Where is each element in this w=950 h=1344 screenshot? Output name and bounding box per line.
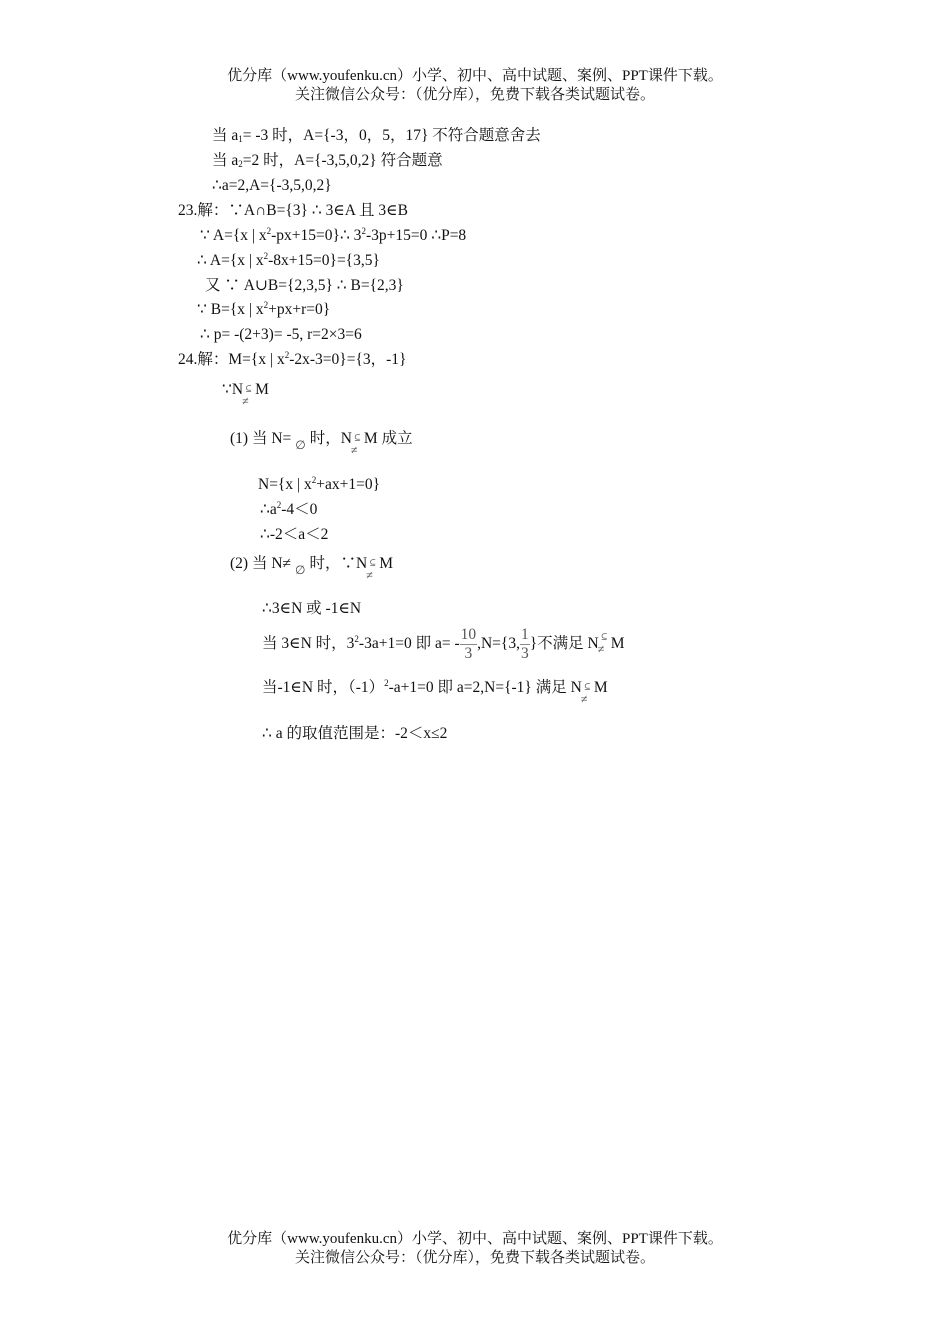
text: M — [610, 635, 625, 652]
proper-subset-symbol — [242, 380, 255, 408]
question-24-heading — [178, 350, 407, 370]
empty-set-symbol: ∅ — [295, 438, 306, 452]
neq-glyph: ≠ — [597, 642, 605, 657]
superscript: 2 — [284, 350, 290, 360]
footer-line-1: 优分库（www.youfenku.cn）小学、初中、高中试题、案例、PPT课件下载。 — [227, 1231, 723, 1247]
line-a1-case — [212, 126, 541, 146]
neq-glyph: ≠ — [350, 443, 358, 457]
line-case-3-in-n — [262, 624, 625, 668]
text: M — [379, 555, 393, 572]
superscript: 2 — [263, 300, 269, 310]
line-set-n — [258, 475, 380, 495]
text: (1) 当 N= — [230, 430, 292, 447]
text: ∵ A={x | x — [200, 227, 267, 244]
superscript: 2 — [354, 634, 359, 644]
text: 当 a — [212, 152, 239, 169]
neq-glyph: ≠ — [580, 692, 588, 706]
text: 当-1∈N 时，（-1） — [262, 679, 385, 696]
text: N={x | x — [258, 476, 312, 493]
empty-set-symbol: ∅ — [295, 563, 306, 577]
text: ∴ A={x | x — [197, 252, 264, 269]
text: -2x-3=0}={3，-1} — [289, 351, 407, 368]
text: -3p+15=0 ∴P=8 — [365, 227, 467, 244]
line-set-a-p — [200, 226, 466, 246]
neq-glyph: ≠ — [242, 394, 249, 408]
neq-glyph: ≠ — [366, 568, 373, 582]
question-23-heading: 23.解：∵A∩B={3} ∴ 3∈A 且 3∈B — [178, 202, 408, 219]
subset-glyph: ⊆ — [353, 433, 361, 442]
case-2-line — [230, 554, 393, 580]
header-line-2: 关注微信公众号：（优分库），免费下载各类试题试卷。 — [294, 87, 655, 103]
superscript: 2 — [384, 678, 389, 688]
text: 当 a — [212, 127, 239, 144]
line-set-a-value — [197, 251, 380, 271]
denominator: 3 — [464, 644, 473, 662]
subset-glyph: ⊆ — [245, 384, 252, 393]
text: ∵ B={x | x — [197, 301, 264, 318]
denominator: 3 — [520, 644, 529, 662]
line-range-a: ∴-2＜a＜2 — [260, 526, 329, 543]
text: ,N={3, — [477, 635, 520, 652]
text: M — [593, 679, 608, 696]
subset-glyph: ⊆ — [600, 632, 608, 642]
line-p-r: ∴ p= -(2+3)= -5, r=2×3=6 — [200, 326, 362, 343]
text: -4＜0 — [281, 501, 318, 518]
text: (2) 当 N≠ — [230, 555, 292, 572]
case-1-line — [230, 429, 413, 455]
subset-glyph: ⊆ — [583, 682, 591, 691]
line-case-minus1-in-n — [262, 678, 608, 706]
superscript: 2 — [276, 500, 282, 510]
line-element-of-n: ∴3∈N 或 -1∈N — [262, 600, 362, 617]
proper-subset-symbol — [366, 554, 379, 582]
text: 时，N — [309, 430, 352, 447]
fraction-one-third — [520, 626, 530, 663]
line-a2-case — [212, 151, 443, 171]
text: M — [255, 381, 269, 398]
superscript: 2 — [266, 226, 272, 236]
text: ∵N — [222, 381, 244, 398]
header-line-1: 优分库（www.youfenku.cn）小学、初中、高中试题、案例、PPT课件下载。 — [227, 68, 723, 84]
subscript: 1 — [238, 134, 243, 144]
line-set-b — [197, 300, 330, 320]
fraction-ten-thirds — [460, 626, 478, 663]
line-union: 又 ∵ A∪B={2,3,5} ∴ B={2,3} — [205, 277, 404, 294]
text: -a+1=0 即 a=2,N={-1} 满足 N — [388, 679, 582, 696]
numerator: 10 — [460, 625, 477, 643]
numerator: 1 — [520, 625, 529, 643]
text: -8x+15=0}={3,5} — [268, 252, 380, 269]
superscript: 2 — [263, 251, 269, 261]
footer-line-2: 关注微信公众号：（优分库），免费下载各类试题试卷。 — [294, 1250, 655, 1266]
text: 当 3∈N 时，3 — [262, 635, 355, 652]
text: +ax+1=0} — [316, 476, 381, 493]
text: ∴a — [260, 501, 277, 518]
line-conclusion-22: ∴a=2,A={-3,5,0,2} — [212, 177, 332, 194]
text: M 成立 — [363, 430, 413, 447]
text: 24.解：M={x | x — [178, 351, 285, 368]
text: =2 时，A={-3,5,0,2} 符合题意 — [242, 152, 443, 169]
text: -px+15=0}∴ 3 — [271, 227, 362, 244]
text: }不满足 N — [529, 635, 599, 652]
proper-subset-symbol — [597, 628, 611, 657]
subset-glyph: ⊆ — [369, 558, 376, 567]
line-n-subset-m — [222, 380, 269, 408]
line-final-range: ∴ a 的取值范围是：-2＜x≤2 — [262, 725, 448, 742]
superscript: 2 — [361, 226, 366, 236]
text: -3a+1=0 即 a= - — [358, 635, 460, 652]
line-discriminant — [260, 500, 317, 520]
text: = -3 时，A={-3，0，5，17} 不符合题意舍去 — [242, 127, 541, 144]
superscript: 2 — [311, 475, 317, 485]
proper-subset-symbol — [350, 429, 364, 457]
subscript: 2 — [238, 159, 243, 169]
text: 时，∵N — [309, 555, 368, 572]
proper-subset-symbol — [580, 678, 594, 706]
text: +px+r=0} — [268, 301, 331, 318]
